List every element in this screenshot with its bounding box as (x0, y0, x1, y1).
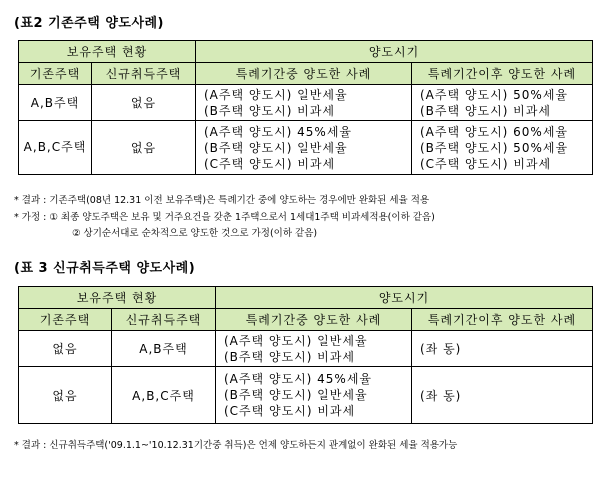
table3-col-after: 특례기간이후 양도한 사례 (412, 309, 593, 331)
after-cell: (좌 동) (412, 331, 593, 367)
table3-col-during: 특례기간중 양도한 사례 (216, 309, 412, 331)
table3-group-holding: 보유주택 현황 (19, 287, 216, 309)
table-row (19, 85, 593, 121)
table3-group-timing: 양도시기 (216, 287, 593, 309)
table2-col-after: 특례기간이후 양도한 사례 (412, 63, 593, 85)
after-cell (412, 121, 593, 175)
sale-case: (A주택 양도시) 일반세율 (204, 87, 348, 102)
after-cell: (좌 동) (412, 367, 593, 424)
table3 (18, 286, 593, 424)
sale-case: (B주택 양도시) 일반세율 (204, 140, 348, 155)
table2-note-assumption-2: ② 상기순서대로 순차적으로 양도한 것으로 가정(이하 같음) (72, 228, 318, 239)
during-cell (196, 85, 412, 121)
table3-col-existing: 기존주택 (19, 309, 112, 331)
sale-case: (A주택 양도시) 45%세율 (224, 372, 373, 386)
sale-case: (A주택 양도시) 일반세율 (224, 333, 368, 348)
existing-cell: A,B주택 (19, 85, 92, 121)
new-cell: 없음 (92, 121, 196, 175)
table2-group-timing: 양도시기 (196, 41, 593, 63)
during-cell (216, 367, 412, 424)
table-row (19, 367, 593, 424)
table2-title: (표2 기존주택 양도사례) (14, 16, 165, 31)
table2-group-holding: 보유주택 현황 (19, 41, 196, 63)
sale-case: (A주택 양도시) 60%세율 (420, 124, 569, 139)
sale-case: (A주택 양도시) 45%세율 (204, 124, 353, 139)
during-cell (216, 331, 412, 367)
existing-cell: A,B,C주택 (19, 121, 92, 175)
sale-case: (B주택 양도시) 일반세율 (224, 388, 368, 402)
table2-note-assumption: * 가정 : ① 최종 양도주택은 보유 및 거주요건을 갖춘 1주택으로서 1세대1주택 비과세적용(이하 같음) (14, 212, 435, 223)
table3-col-new: 신규취득주택 (112, 309, 216, 331)
existing-cell: 없음 (19, 331, 112, 367)
table3-note-result: * 결과 : 신규취득주택('09.1.1~'10.12.31기간중 취득)은 언제 양도하든지 관계없이 완화된 세율 적용가능 (14, 440, 458, 451)
table2-col-during: 특례기간중 양도한 사례 (196, 63, 412, 85)
table-row (19, 331, 593, 367)
sale-case: (C주택 양도시) 비과세 (420, 156, 552, 171)
table2 (18, 40, 593, 175)
sale-case: (B주택 양도시) 비과세 (224, 349, 355, 364)
sale-case: (C주택 양도시) 비과세 (224, 404, 356, 418)
sale-case: (C주택 양도시) 비과세 (204, 156, 336, 171)
sale-case: (A주택 양도시) 50%세율 (420, 87, 569, 102)
table2-note-result: * 결과 : 기존주택(08년 12.31 이전 보유주택)은 특례기간 중에 양도하는 경우에만 완화된 세율 적용 (14, 195, 430, 206)
table-row (19, 121, 593, 175)
new-cell: A,B주택 (112, 331, 216, 367)
during-cell (196, 121, 412, 175)
sale-case: (B주택 양도시) 50%세율 (420, 140, 569, 155)
table2-col-new: 신규취득주택 (92, 63, 196, 85)
existing-cell: 없음 (19, 367, 112, 424)
table3-title: (표 3 신규취득주택 양도사례) (14, 261, 196, 276)
sale-case: (B주택 양도시) 비과세 (420, 103, 551, 118)
table2-col-existing: 기존주택 (19, 63, 92, 85)
after-cell (412, 85, 593, 121)
sale-case: (B주택 양도시) 비과세 (204, 103, 335, 118)
new-cell: 없음 (92, 85, 196, 121)
new-cell: A,B,C주택 (112, 367, 216, 424)
